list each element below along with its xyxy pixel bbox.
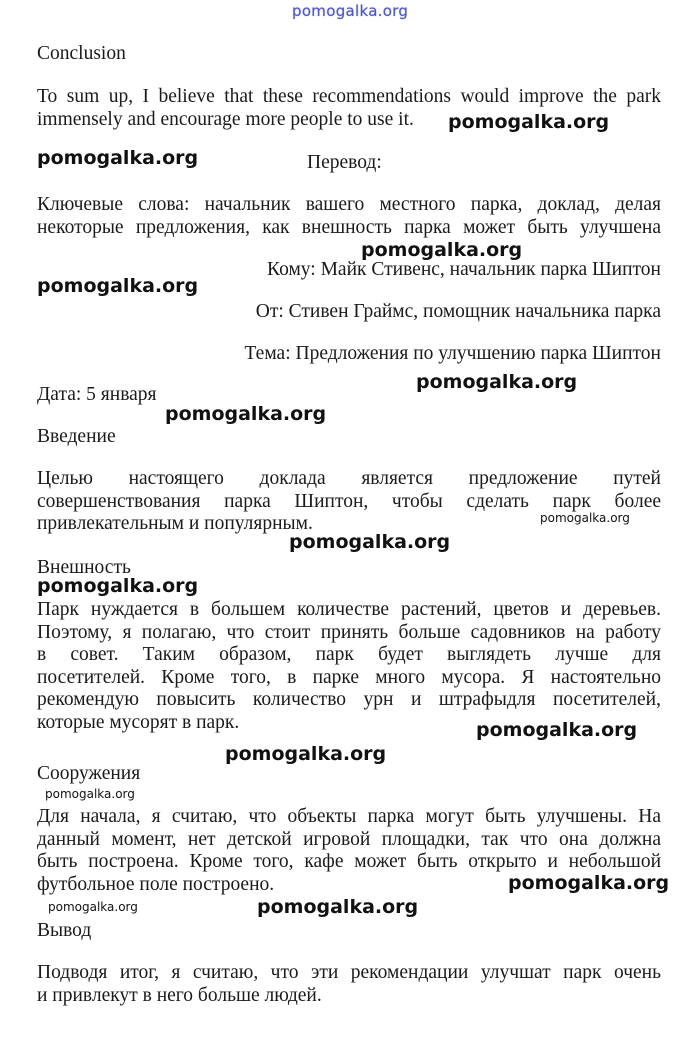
keywords-line: Ключевые слова: начальник вашего местного парка, доклад, делая	[37, 194, 661, 215]
conclusion-heading: Вывод	[37, 920, 92, 941]
appearance-line: которые мусорят в парк.	[37, 711, 240, 733]
memo-date-line: Дата: 5 января	[37, 384, 157, 405]
intro-paragraph	[37, 468, 661, 536]
intro-line: совершенствования парка Шиптон, чтобы сделать парк более	[37, 490, 661, 512]
facilities-line: быть построена. Кроме того, кафе может быть открыто и небольшой	[37, 851, 661, 872]
watermark: pomogalka.org	[257, 896, 419, 918]
watermark: pomogalka.org	[45, 787, 135, 801]
facilities-line: Для начала, я считаю, что объекты парка могут быть улучшены. На	[37, 806, 661, 827]
conclusion-line: и привлекут в него больше людей.	[37, 984, 322, 1006]
watermark: pomogalka.org	[37, 575, 199, 597]
intro-line: Целью настоящего доклада является предложение путей	[37, 468, 661, 489]
english-conclusion-heading: Conclusion	[37, 43, 126, 64]
appearance-line: в совет. Таким образом, парк будет выглядеть лучше для	[37, 644, 661, 665]
watermark: pomogalka.org	[225, 743, 387, 765]
facilities-heading: Сооружения	[37, 763, 141, 784]
facilities-line: данный момент, нет детской игровой площадки, так что она должна	[37, 828, 661, 850]
header-watermark-link[interactable]: pomogalka.org	[292, 2, 409, 20]
appearance-heading: Внешность	[37, 557, 131, 578]
memo-from-line: От: Стивен Граймс, помощник начальника парка	[255, 301, 661, 322]
watermark: pomogalka.org	[289, 531, 451, 553]
conclusion-paragraph	[37, 962, 661, 1007]
appearance-line: рекомендую повысить количество урн и штрафыдля посетителей,	[37, 689, 661, 710]
keywords-paragraph	[37, 194, 661, 239]
intro-heading: Введение	[37, 426, 116, 447]
keywords-line: некоторые предложения, как внешность парка может быть улучшена	[37, 216, 661, 238]
english-conclusion-line: To sum up, I believe that these recommendations would improve the park	[37, 86, 661, 107]
appearance-line: Парк нуждается в большем количестве растений, цветов и деревьев.	[37, 599, 661, 620]
translation-heading: Перевод:	[307, 152, 382, 173]
appearance-line: посетителей. Кроме того, в парке много мусора. Я настоятельно	[37, 666, 661, 688]
intro-line: привлекательным и популярным.	[37, 513, 313, 534]
watermark: pomogalka.org	[448, 111, 610, 133]
watermark: pomogalka.org	[476, 719, 638, 741]
memo-subject-line: Тема: Предложения по улучшению парка Шиптон	[244, 343, 661, 364]
watermark: pomogalka.org	[48, 900, 138, 914]
conclusion-line: Подводя итог, я считаю, что эти рекомендации улучшат парк очень	[37, 962, 661, 983]
facilities-line: футбольное поле построено.	[37, 873, 275, 895]
appearance-line: Поэтому, я полагаю, что стоит принять больше садовников на работу	[37, 621, 661, 643]
watermark: pomogalka.org	[37, 147, 199, 169]
watermark: pomogalka.org	[37, 275, 199, 297]
watermark: pomogalka.org	[361, 239, 523, 261]
watermark: pomogalka.org	[165, 403, 327, 425]
watermark: pomogalka.org	[540, 511, 630, 525]
appearance-paragraph	[37, 599, 661, 734]
watermark: pomogalka.org	[508, 872, 670, 894]
memo-to-line: Кому: Майк Стивенс, начальник парка Шиптон	[267, 259, 661, 280]
watermark: pomogalka.org	[416, 371, 578, 393]
english-conclusion-line: immensely and encourage more people to use it.	[37, 108, 414, 130]
